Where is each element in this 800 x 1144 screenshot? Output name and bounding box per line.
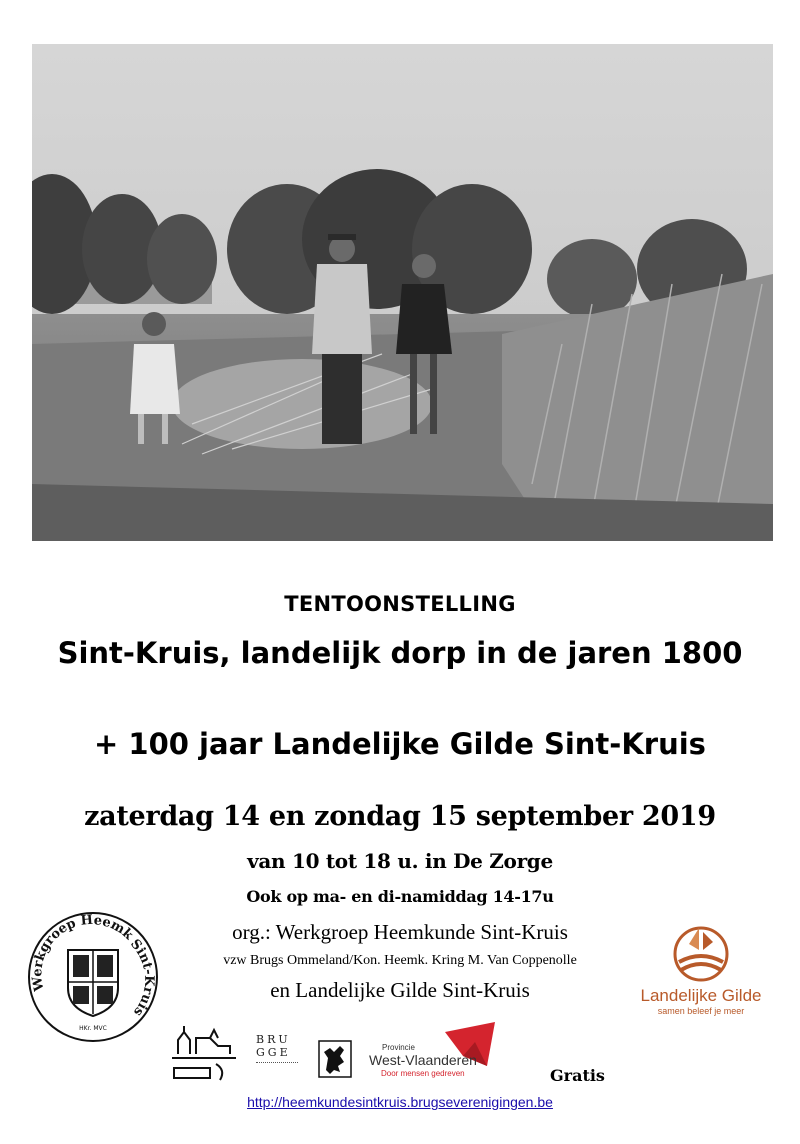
website-link[interactable]: http://heemkundesintkruis.brugseverenigingen.be — [247, 1094, 553, 1110]
and-organizer: en Landelijke Gilde Sint-Kruis — [270, 978, 530, 1002]
landelijke-gilde-name: Landelijke Gilde — [640, 986, 762, 1005]
harvest-photo — [32, 44, 773, 541]
event-hours: van 10 tot 18 u. in De Zorge — [247, 849, 553, 873]
sint-kruis-church-icon — [170, 1026, 242, 1082]
province-name: West-Vlaanderen — [369, 1052, 477, 1068]
west-vlaanderen-logo — [355, 1022, 505, 1084]
landelijke-gilde-emblem-icon — [669, 920, 733, 984]
brugge-line-1: BRU — [256, 1033, 291, 1046]
event-extra-hours: Ook op ma- en di-namiddag 14-17u — [246, 887, 554, 906]
flemish-lion-icon — [318, 1040, 352, 1078]
exhibition-title: Sint-Kruis, landelijk dorp in de jaren 1800 — [57, 636, 743, 670]
harvest-photo-image — [32, 44, 773, 541]
seal-bottom-text: HKr. MVC — [79, 1025, 107, 1032]
exhibition-kicker: TENTOONSTELLING — [284, 592, 516, 616]
province-tagline: Door mensen gedreven — [381, 1069, 465, 1078]
event-dates: zaterdag 14 en zondag 15 september 2019 — [84, 801, 716, 832]
exhibition-subtitle: + 100 jaar Landelijke Gilde Sint-Kruis — [94, 727, 706, 761]
price-label: Gratis — [550, 1066, 605, 1085]
brugge-logo — [256, 1033, 306, 1065]
brugge-underline — [256, 1062, 298, 1065]
seal-top-text: Werkgroep Heemk — [30, 912, 136, 993]
landelijke-gilde-tagline: samen beleef je meer — [657, 1006, 745, 1016]
co-organizer: vzw Brugs Ommeland/Kon. Heemk. Kring M. Van Coppenolle — [223, 953, 577, 968]
landelijke-gilde-logo — [636, 920, 766, 1030]
brugge-line-2: GGE — [256, 1046, 291, 1059]
svg-text:Sint-Kruis — [127, 937, 156, 1019]
province-label: Provincie — [382, 1043, 415, 1052]
heemkunde-seal-logo — [26, 910, 160, 1044]
seal-side-text: Sint-Kruis — [127, 936, 157, 1019]
organizer: org.: Werkgroep Heemkunde Sint-Kruis — [232, 920, 568, 944]
